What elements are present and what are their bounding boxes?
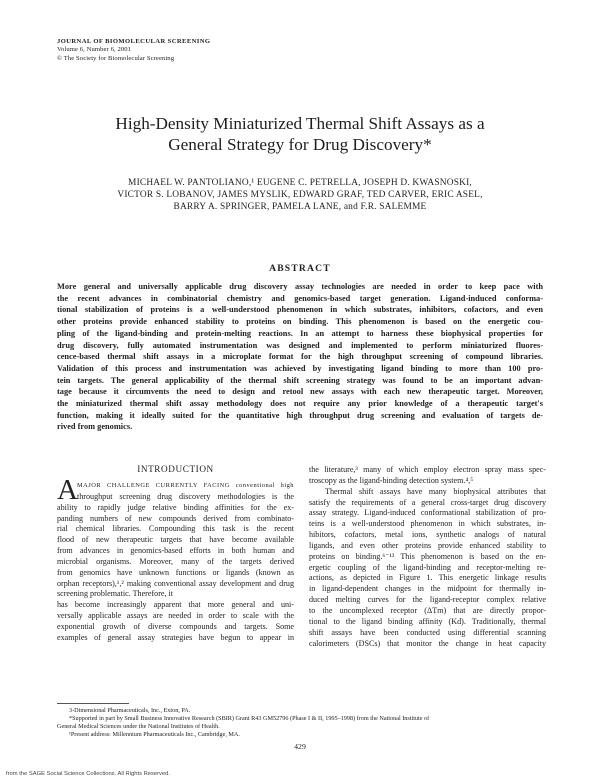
author-line: MICHAEL W. PANTOLIANO,¹ EUGENE C. PETRELLA, JOSEPH D. KWASNOSKI, (128, 178, 472, 188)
intro-line: in ligand-dependent changes in the midpoint for thermally in- (309, 584, 546, 594)
author-list (60, 177, 540, 214)
intro-line: MAJOR CHALLENGE CURRENTLY FACING conventional high (77, 482, 294, 489)
intro-line: ligands, and even other proteins provide enhanced stability to (309, 540, 546, 550)
abstract-line: other proteins provide enhanced stability to proteins on binding. This phenomenon is based on the energetic cou- (57, 317, 543, 327)
intro-line: exponential growth of diverse compounds and targets. Some (57, 621, 294, 631)
journal-copyright: © The Society for Biomolecular Screening (57, 54, 175, 62)
footnote-divider (57, 703, 129, 704)
footnote: General Medical Sciences under the National Institutes of Health. (57, 722, 220, 730)
intro-line: versally applicable assays are needed in order to scale with the (57, 611, 294, 621)
abstract-heading: ABSTRACT (269, 263, 331, 274)
article-title (60, 113, 540, 155)
intro-line: to the uncomplexed receptor (ΔTm) that are directly propor- (309, 605, 546, 615)
intro-line: rial chemical libraries. Compounding this task is the recent (57, 524, 294, 534)
abstract-body (57, 281, 543, 433)
intro-line: satisfy the requirements of a general cross-target drug discovery (309, 497, 546, 507)
title-line-1: High-Density Miniaturized Thermal Shift Assays as a (115, 114, 485, 133)
abstract-line: tein targets. The general applicability of the thermal shift screening strategy was found to be an important advan- (57, 375, 543, 385)
intro-line: teins is a well-understood phenomenon in which substrates, in- (309, 519, 546, 529)
intro-line: hibitors, cofactors, metal ions, synthetic analogs of natural (309, 530, 546, 540)
intro-line: from advances in genomics-based efforts in both human and (57, 546, 294, 556)
intro-line: ability to rapidly judge relative binding affinities for the ex- (57, 502, 294, 512)
intro-line: actions, as depicted in Figure 1. This energetic linkage results (309, 573, 546, 583)
abstract-line: More general and universally applicable drug discovery assay technologies are needed in order to keep pace with (57, 282, 543, 291)
intro-line: ergetic coupling of the ligand-binding and receptor-melting re- (309, 562, 546, 572)
intro-line: shift assays have been conducted using differential scanning (309, 627, 546, 637)
intro-right-column (309, 465, 546, 649)
download-credit: from the SAGE Social Science Collections. All Rights Reserved. (6, 771, 170, 777)
abstract-line: function, making it ideally suited for the quantitative high throughput drug screening and evaluation of targets de- (57, 410, 543, 420)
abstract-line: tional stabilization of proteins is a well-understood phenomenon in which substrates, inhibitors, cofactors, and even (57, 305, 543, 315)
intro-line: orphan receptors),¹,² making conventional assay development and drug screening problematic. Therefore, it (57, 578, 294, 599)
author-line: BARRY A. SPRINGER, PAMELA LANE, and F.R. SALEMME (173, 202, 427, 213)
journal-header (57, 38, 210, 63)
intro-line: duced melting curves for the ligand-receptor complex relative (309, 595, 546, 605)
abstract-line: pling of the ligand-binding and protein-melting reactions. In an attempt to harness these biophysical properties for (57, 328, 543, 338)
footnote: *Supported in part by Small Business Innovative Research (SBIR) Grant R43 GM52796 (Phase I & II, 1995–1998) from the National Institute of (69, 714, 430, 722)
intro-line: has become increasingly apparent that more general and uni- (57, 600, 294, 610)
intro-line: tional to the ligand binding affinity (Kd). Traditionally, thermal (309, 616, 546, 626)
intro-line: microbial organisms. Moreover, many of the targets derived (57, 556, 294, 566)
abstract-line: rived from genomics. (57, 422, 133, 432)
introduction-heading: INTRODUCTION (137, 464, 214, 474)
abstract-line: cence-based thermal shift assays in a microplate format for the high throughput screening of compound libraries. (57, 352, 543, 362)
title-line-2: General Strategy for Drug Discovery* (168, 135, 432, 154)
intro-line: troscopy as the ligand-binding detection system.⁴,⁵ (309, 475, 474, 485)
intro-line: examples of general assay strategies have begun to appear in (57, 632, 294, 642)
intro-line: assay strategy. Ligand-induced conformational stabilization of pro- (309, 508, 546, 518)
page-number: 429 (294, 742, 306, 751)
intro-line: the literature,³ many of which employ electron spray mass spec- (309, 465, 546, 474)
intro-line: Thermal shift assays have many biophysical attributes that (325, 486, 546, 496)
footnote: 3-Dimensional Pharmaceuticals, Inc., Exton, PA. (69, 707, 191, 714)
abstract-line: the recent advances in combinatorial chemistry and genomics-based target generation. Ligand-induced conforma- (57, 293, 543, 303)
intro-line: proteins on binding.⁶⁻¹³ This phenomenon is based on the en- (309, 551, 546, 561)
author-line: VICTOR S. LOBANOV, JAMES MYSLIK, EDWARD GRAF, TED CARVER, ERIC ASEL, (117, 190, 483, 201)
journal-volume: Volume 6, Number 6, 2001 (57, 46, 132, 54)
intro-left-column (57, 481, 294, 644)
footnote: ¹Present address: Millennium Pharmaceuticals Inc., Cambridge, MA. (69, 730, 240, 738)
abstract-line: drug discovery, fully automated instrumentation was designed and implemented to perform miniaturized fluores- (57, 340, 543, 350)
footnotes (57, 707, 543, 739)
drop-cap: A (57, 474, 78, 506)
journal-name: JOURNAL OF BIOMOLECULAR SCREENING (57, 38, 211, 45)
abstract-line: Validation of this process and instrumentation was achieved by investigating ligand binding to more than 100 pro- (57, 363, 543, 373)
intro-line: throughput screening drug discovery methodologies is the (77, 491, 294, 501)
intro-line: flood of new therapeutic targets that have become available (57, 535, 294, 545)
intro-line: panding numbers of new compounds derived from combinato- (57, 513, 294, 523)
abstract-line: the miniaturized thermal shift assay methodology does not require any prior knowledge of a therapeutic target's (57, 399, 543, 409)
abstract-line: tage because it circumvents the need to design and retool new assays with each new therapeutic target. Moreover, (57, 387, 543, 397)
intro-line: calorimeters (DSCs) that monitor the change in heat capacity (309, 638, 546, 648)
intro-line: from genomics have unknown functions or ligands (known as (57, 567, 294, 577)
